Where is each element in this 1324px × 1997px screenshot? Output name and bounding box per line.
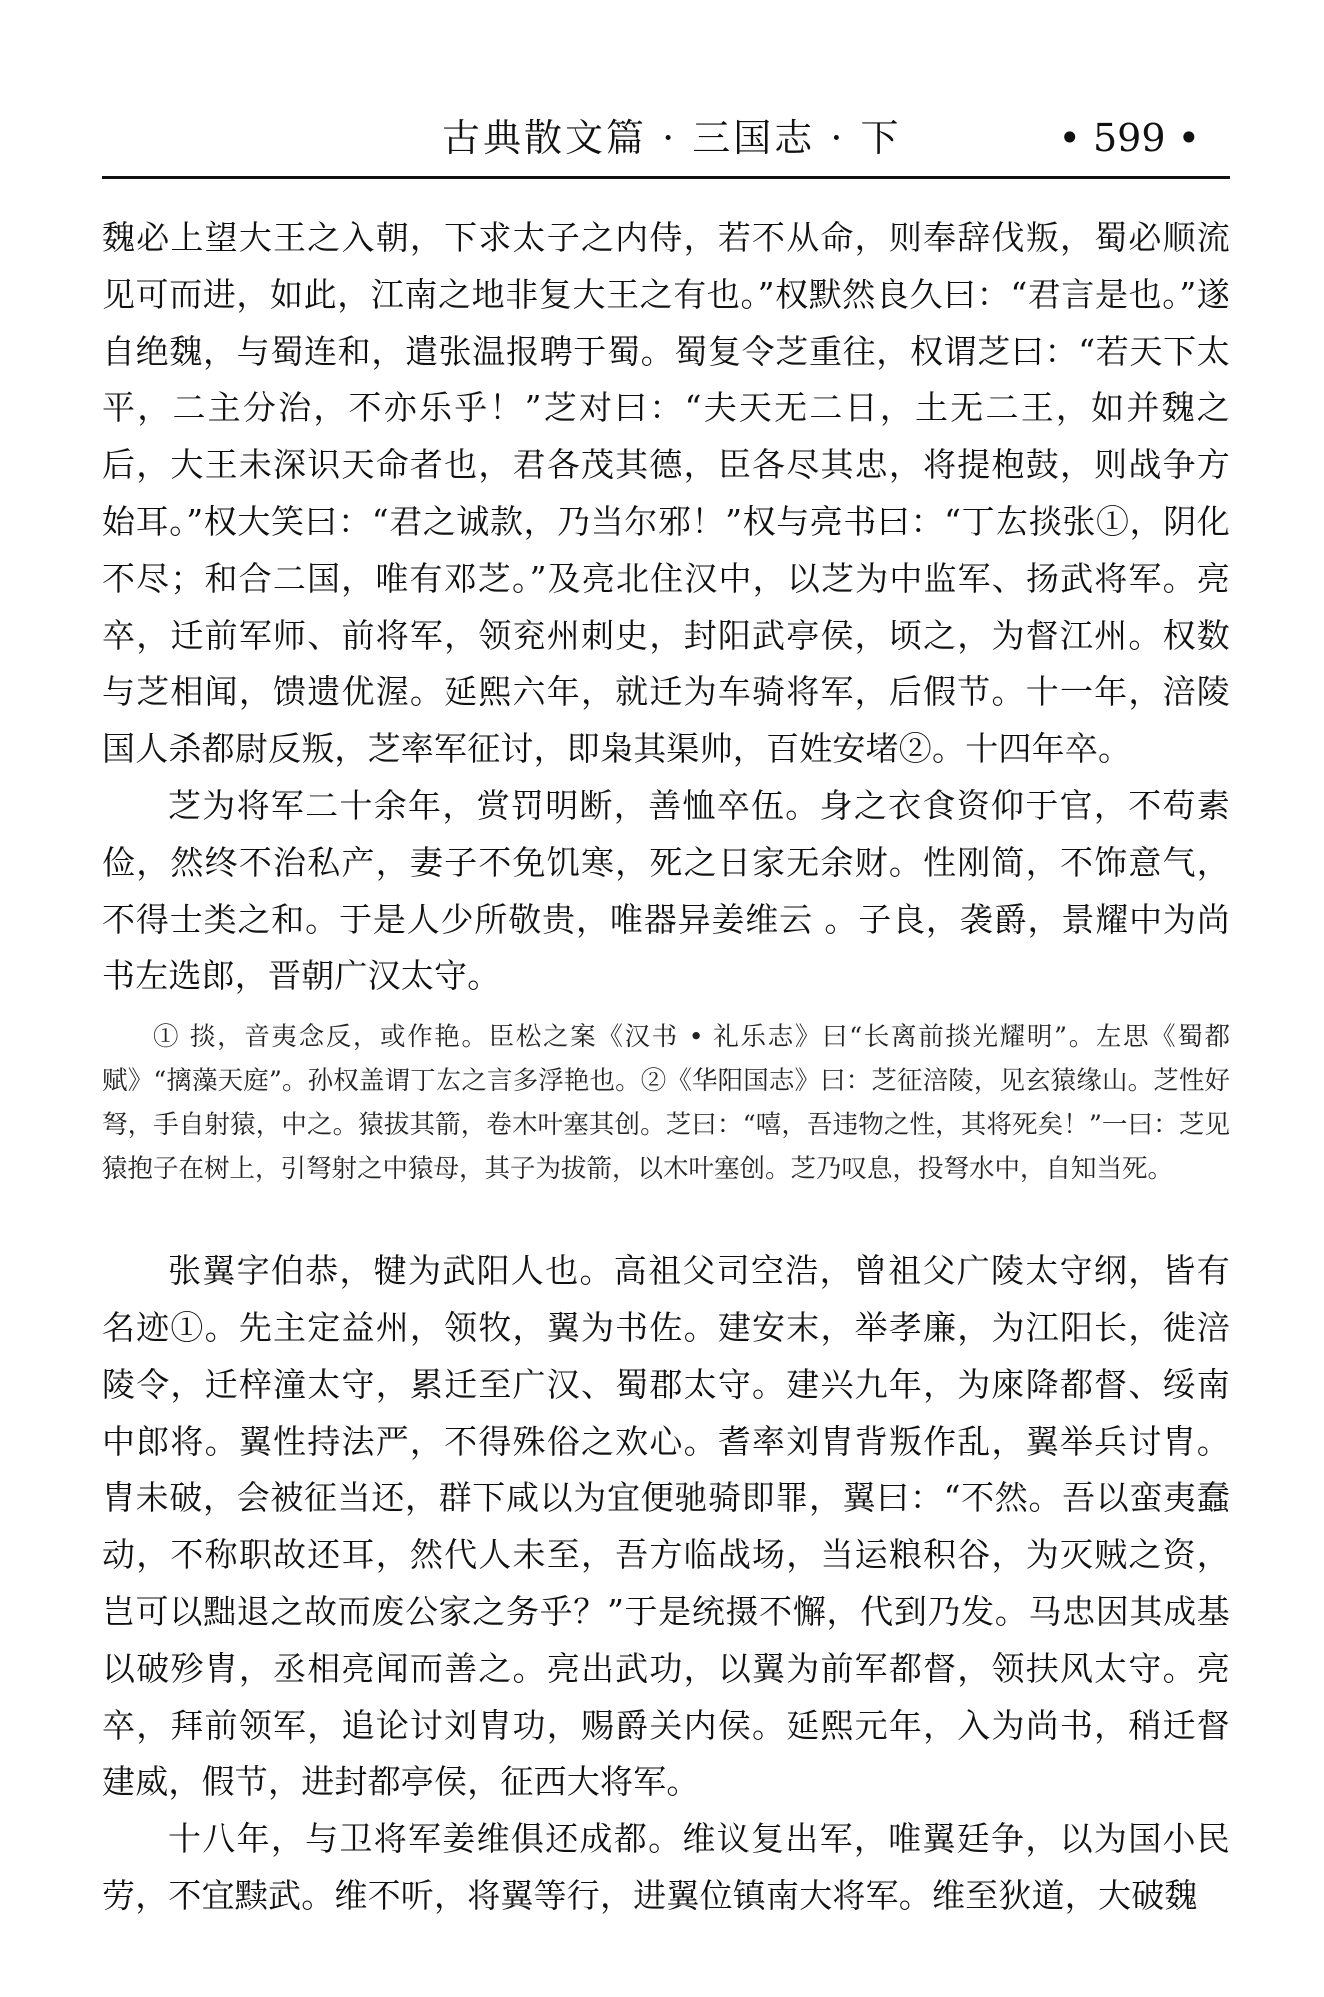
paragraph-zhang-yi-2: 十八年，与卫将军姜维俱还成都。维议复出军，唯翼廷争，以为国小民劳，不宜黩武。维不听，将翼等行，进翼位镇南大将军。维至狄道，大破魏 [102,1819,1230,1915]
body-text [102,210,1230,1925]
running-title: 古典散文篇 · 三国志 · 下 [442,116,902,160]
paragraph-deng-zhi-2: 芝为将军二十余年，赏罚明断，善恤卒伍。身之衣食资仰于官，不苟素俭，然终不治私产，妻子不免饥寒，死之日家无余财。性刚简，不饰意气，不得士类之和。于是人少所敬贵，唯器异姜维云 。子良，袭爵，景耀中为尚书左选郎，晋朝广汉太守。 [102,785,1230,996]
section-gap [102,1191,1230,1243]
page-header [102,108,1230,179]
paragraph-deng-zhi-1: 魏必上望大王之入朝，下求太子之内侍，若不从命，则奉辞伐叛，蜀必顺流见可而进，如此，江南之地非复大王之有也。”权默然良久曰：“君言是也。”遂自绝魏，与蜀连和，遣张温报聘于蜀。蜀复令芝重往，权谓芝曰：“若天下太平，二主分治，不亦乐乎！”芝对曰：“夫天无二日，土无二王，如并魏之后，大王未深识天命者也，君各茂其德，臣各尽其忠，将提枹鼓，则战争方始耳。”权大笑曰：“君之诚款，乃当尔邪！”权与亮书曰：“丁厷掞张①，阴化不尽；和合二国，唯有邓芝。”及亮北住汉中，以芝为中监军、扬武将军。亮卒，迁前军师、前将军，领兖州刺史，封阳武亭侯，顷之，为督江州。权数与芝相闻，馈遗优渥。延熙六年，就迁为车骑将军，后假节。十一年，涪陵国人杀都尉反叛，芝率军征讨，即枭其渠帅，百姓安堵②。十四年卒。 [102,218,1230,769]
page-number: • 599 • [1058,116,1200,160]
footnotes: ① 掞，音夷念反，或作艳。臣松之案《汉书 • 礼乐志》曰“长离前掞光耀明”。左思《蜀都赋》“摛藻天庭”。孙权盖谓丁厷之言多浮艳也。②《华阳国志》曰：芝征涪陵，见玄猿缘山。芝性好弩，手自射猿，中之。猿拔其箭，卷木叶塞其创。芝曰：“嘻，吾违物之性，其将死矣！”一曰：芝见猿抱子在树上，引弩射之中猿母，其子为拔箭，以木叶塞创。芝乃叹息，投弩水中，自知当死。 [102,1022,1230,1185]
paragraph-zhang-yi-1: 张翼字伯恭，犍为武阳人也。高祖父司空浩，曾祖父广陵太守纲，皆有名迹①。先主定益州，领牧，翼为书佐。建安末，举孝廉，为江阳长，徙涪陵令，迁梓潼太守，累迁至广汉、蜀郡太守。建兴九年，为庲降都督、绥南中郎将。翼性持法严，不得殊俗之欢心。耆率刘胄背叛作乱，翼举兵讨胄。胄未破，会被征当还，群下咸以为宜便驰骑即罪，翼曰：“不然。吾以蛮夷蠢动，不称职故还耳，然代人未至，吾方临战场，当运粮积谷，为灭贼之资，岂可以黜退之故而废公家之务乎？”于是统摄不懈，代到乃发。马忠因其成基以破殄胄，丞相亮闻而善之。亮出武功，以翼为前军都督，领扶风太守。亮卒，拜前领军，追论讨刘胄功，赐爵关内侯。延熙元年，入为尚书，稍迁督建威，假节，进封都亭侯，征西大将军。 [102,1251,1230,1802]
